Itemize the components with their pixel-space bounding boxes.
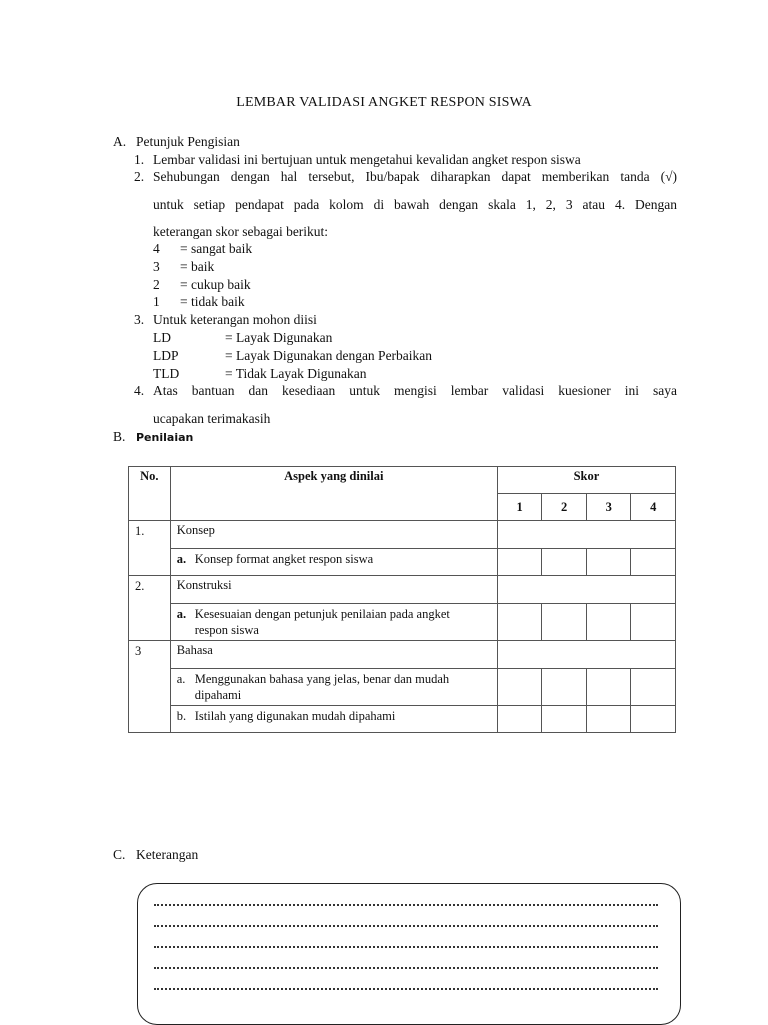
rating-table [128,466,676,733]
item-1-number: 1. [134,152,145,167]
aspect-item-letter: b. [176,709,187,723]
score-level-1: 1 [497,494,542,521]
score-key: 3 [153,259,160,274]
score-level-2: 2 [542,494,587,521]
score-key: 2 [153,277,160,292]
aspect-item [170,706,497,733]
score-desc: = sangat baik [180,241,253,256]
section-c-letter: C. [113,847,126,862]
aspect-category: Konstruksi [170,576,497,604]
dotted-line [154,967,658,969]
score-key: 4 [153,241,160,256]
row-number: 1. [129,521,171,576]
item-2-line-3: keterangan skor sebagai berikut: [153,224,329,239]
code-desc: = Layak Digunakan [225,330,333,345]
row-number: 2. [129,576,171,641]
score-cell-4[interactable] [631,604,676,641]
dotted-line [154,925,658,927]
table-row [129,576,676,604]
page-title: LEMBAR VALIDASI ANGKET RESPON SISWA [236,95,532,110]
code-key: LDP [153,348,179,363]
table-row [129,604,676,641]
score-desc: = tidak baik [180,294,245,309]
score-cell-1[interactable] [497,549,542,576]
table-header-row [129,467,676,494]
code-desc: = Tidak Layak Digunakan [225,366,367,381]
section-a-letter: A. [113,134,127,149]
aspect-item [170,604,497,641]
code-key: LD [153,330,171,345]
item-1-text: Lembar validasi ini bertujuan untuk mengetahui kevalidan angket respon siswa [153,152,581,167]
score-cell-3[interactable] [586,604,631,641]
item-4-number: 4. [134,383,145,398]
score-cell-2[interactable] [542,549,587,576]
score-key: 1 [153,294,160,309]
table-row [129,641,676,669]
aspect-item-letter: a. [176,552,187,566]
row-number: 3 [129,641,171,733]
score-cell-3[interactable] [586,669,631,706]
item-3-number: 3. [134,312,145,327]
score-blank [497,521,675,549]
score-desc: = baik [180,259,215,274]
aspect-item-text: Kesesuaian dengan petunjuk penilaian pada angket [194,607,450,621]
code-desc: = Layak Digunakan dengan Perbaikan [225,348,433,363]
score-cell-3[interactable] [586,549,631,576]
table-row [129,706,676,733]
aspect-item-text-cont: respon siswa [194,623,259,637]
item-3-text: Untuk keterangan mohon diisi [153,312,317,327]
aspect-item-letter: a. [176,672,186,686]
score-cell-2[interactable] [542,706,587,733]
score-cell-1[interactable] [497,604,542,641]
item-2-number: 2. [134,169,145,184]
score-cell-4[interactable] [631,669,676,706]
score-blank [497,576,675,604]
item-2-line-2: untuk setiap pendapat pada kolom di bawah dengan skala 1, 2, 3 atau 4. Dengan [153,197,677,212]
dotted-line [154,904,658,906]
column-header-score: Skor [497,467,675,494]
aspect-item-text-cont: dipahami [194,688,242,702]
score-level-4: 4 [631,494,676,521]
notes-box[interactable] [137,883,681,1025]
table-row [129,521,676,549]
aspect-category: Bahasa [170,641,497,669]
column-header-aspect: Aspek yang dinilai [170,467,497,521]
dotted-line [154,946,658,948]
score-desc: = cukup baik [180,277,251,292]
score-cell-4[interactable] [631,549,676,576]
score-cell-1[interactable] [497,669,542,706]
score-cell-2[interactable] [542,669,587,706]
score-blank [497,641,675,669]
dotted-line [154,988,658,990]
aspect-item-text: Menggunakan bahasa yang jelas, benar dan mudah [194,672,450,686]
section-b-letter: B. [113,429,126,444]
item-2-line-1: Sehubungan dengan hal tersebut, Ibu/bapak diharapkan dapat memberikan tanda (√) [153,169,677,184]
item-4-line-1: Atas bantuan dan kesediaan untuk mengisi lembar validasi kuesioner ini saya [153,383,677,398]
score-cell-2[interactable] [542,604,587,641]
aspect-item [170,549,497,576]
table-row [129,669,676,706]
aspect-category: Konsep [170,521,497,549]
score-cell-4[interactable] [631,706,676,733]
aspect-item [170,669,497,706]
section-c-heading: Keterangan [136,847,199,862]
aspect-item-letter: a. [176,607,187,621]
table-row [129,549,676,576]
aspect-item-text: Istilah yang digunakan mudah dipahami [194,709,396,723]
score-cell-3[interactable] [586,706,631,733]
column-header-no: No. [129,467,171,521]
code-key: TLD [153,366,180,381]
item-4-line-2: ucapakan terimakasih [153,411,271,426]
section-a-heading: Petunjuk Pengisian [136,134,240,149]
score-level-3: 3 [586,494,631,521]
section-b-heading: Penilaian [136,431,194,444]
score-cell-1[interactable] [497,706,542,733]
aspect-item-text: Konsep format angket respon siswa [194,552,374,566]
